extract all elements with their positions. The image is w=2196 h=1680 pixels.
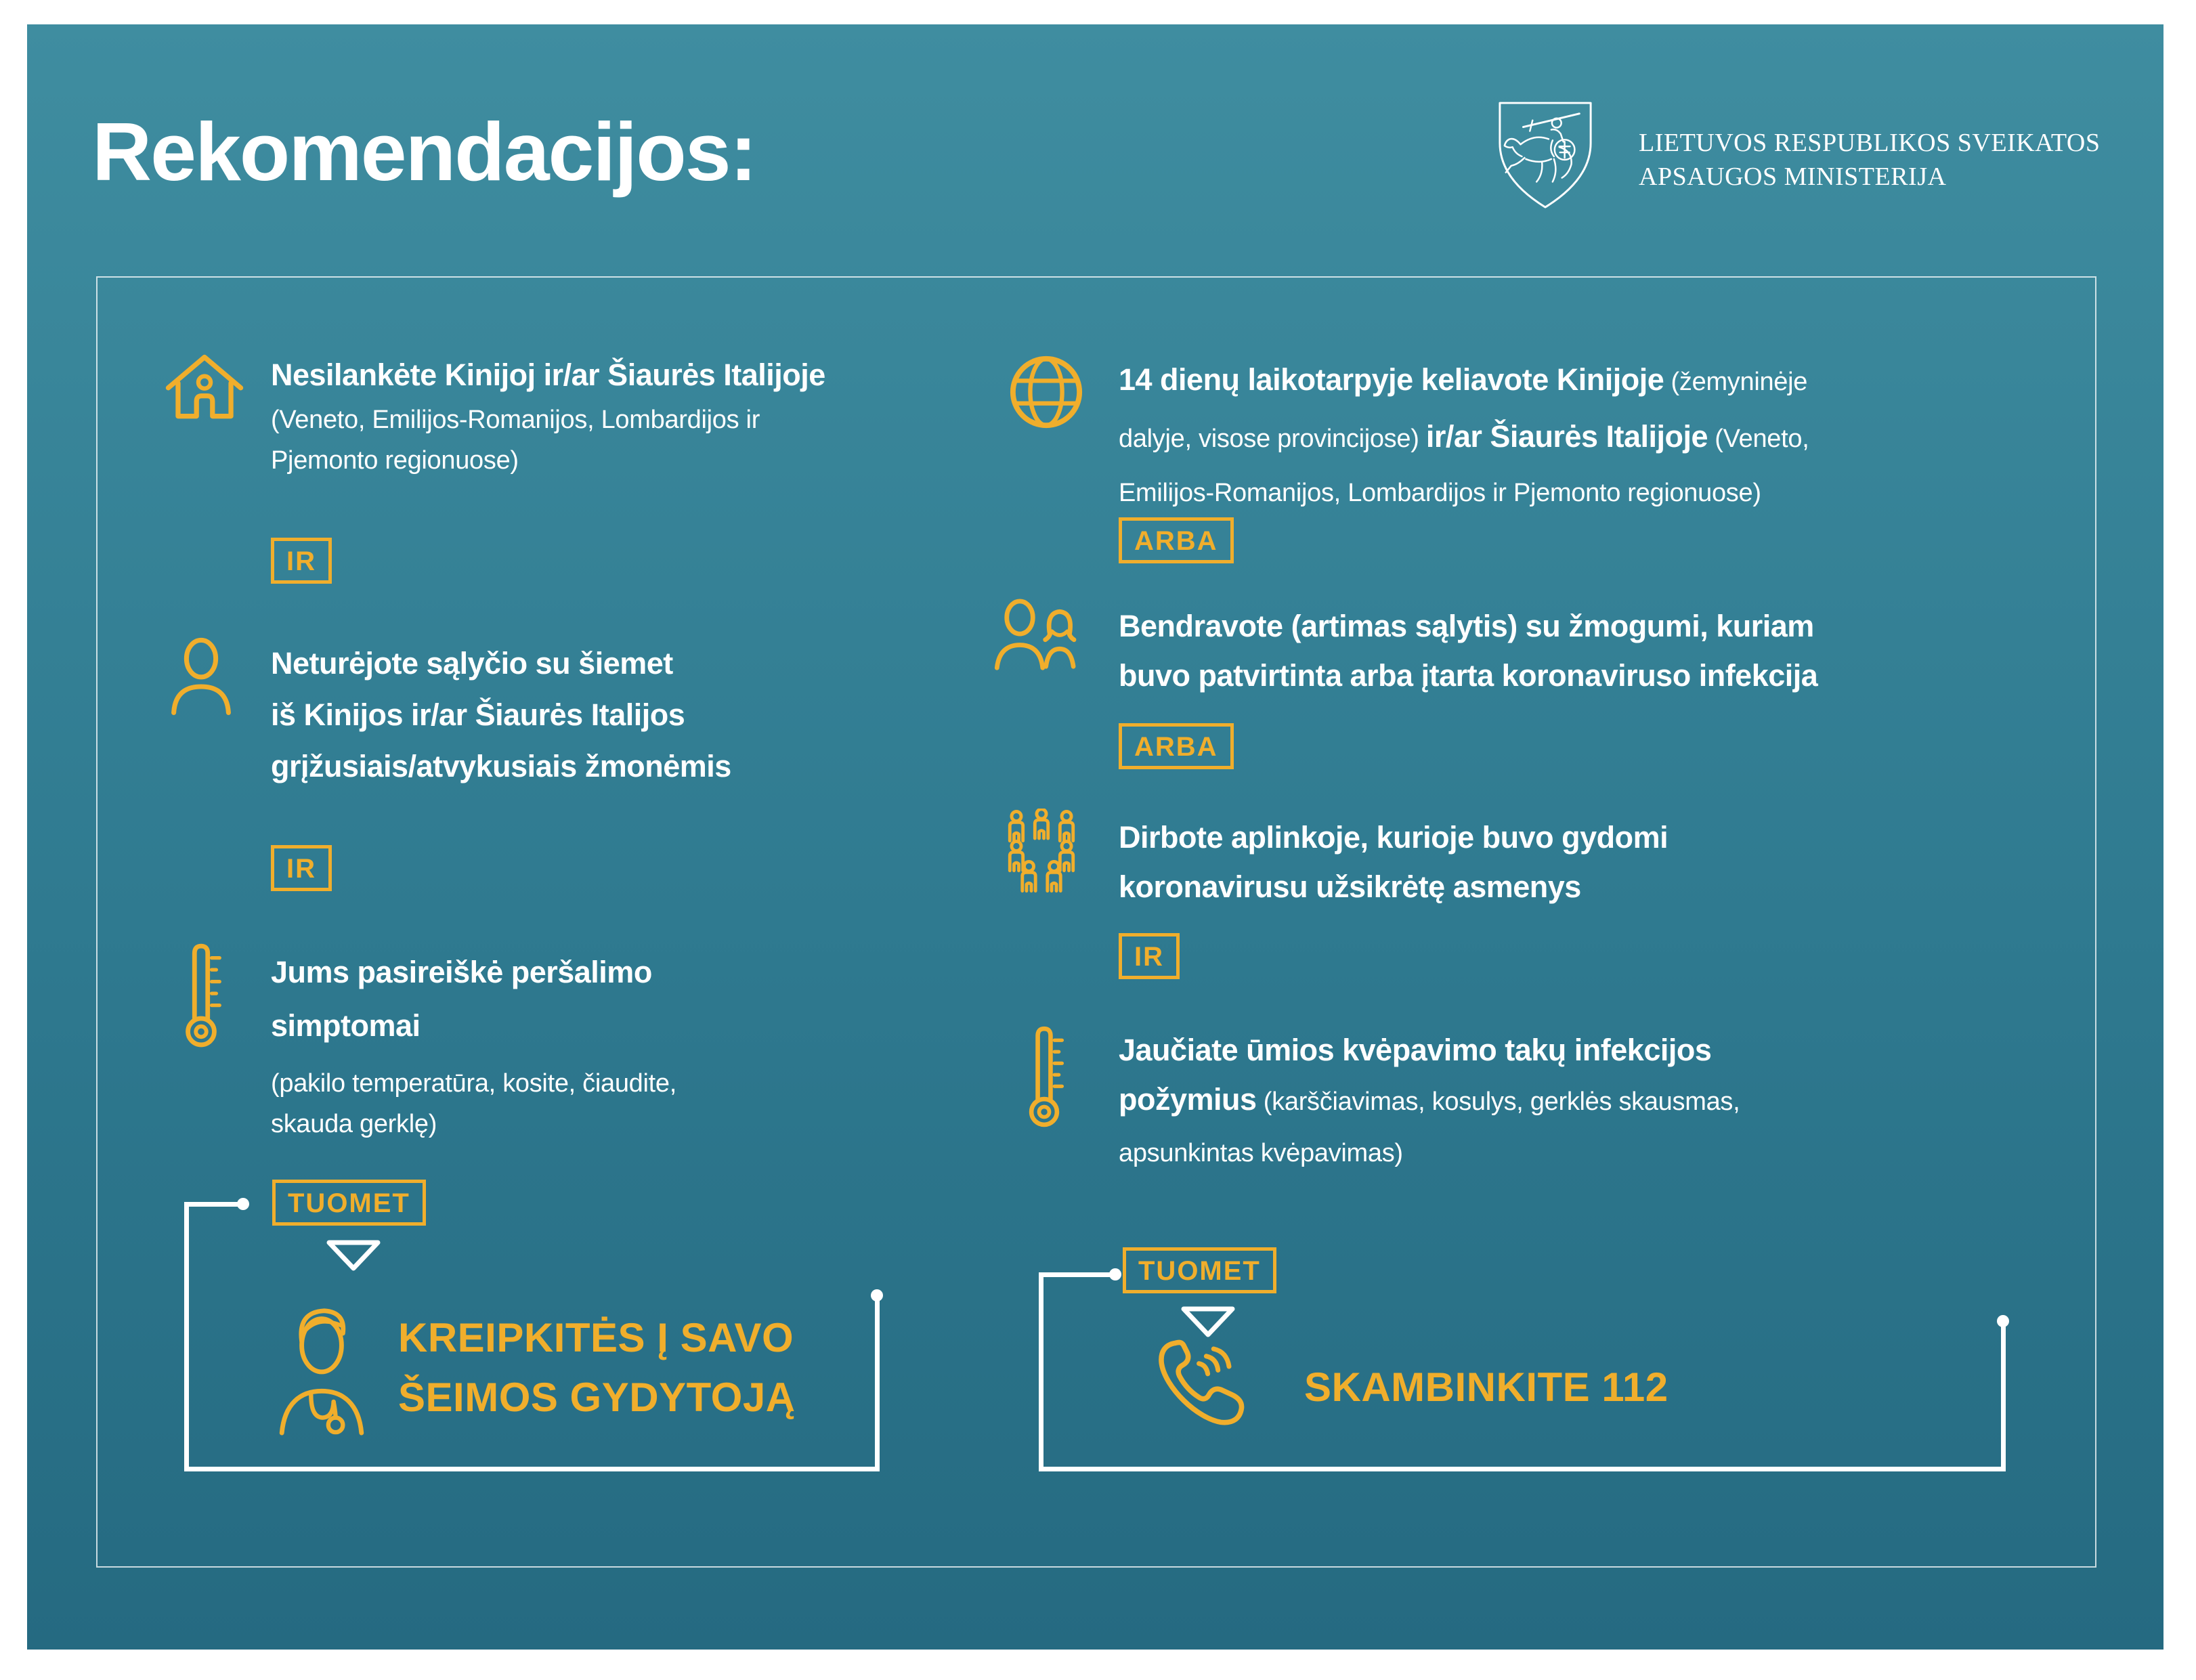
thermometer-icon (1021, 1021, 1067, 1134)
left-bracket-start-dot (237, 1198, 249, 1210)
right-item1-line3: Emilijos-Romanijos, Lombardijos ir Pjemonto regionuose) (1119, 479, 1761, 507)
right-item4-line3: apsunkintas kvėpavimas) (1119, 1139, 1403, 1167)
thermometer-icon (177, 939, 225, 1054)
left-item3-note1: (pakilo temperatūra, kosite, čiaudite, (271, 1069, 677, 1098)
right-item1-line1: 14 dienų laikotarpyje keliavote Kinijoje (žemyninėje (1119, 362, 1808, 397)
left-item2-line1: Neturėjote sąlyčio su šiemet (271, 646, 673, 681)
phone-icon (1151, 1331, 1254, 1437)
globe-icon (1008, 353, 1085, 431)
left-item2-line2: iš Kinijos ir/ar Šiaurės Italijos (271, 697, 685, 732)
right-item3-text (1119, 813, 1668, 911)
left-bracket-bottom (184, 1467, 880, 1471)
left-item3-line2: simptomai (271, 1008, 421, 1043)
or-badge-right-1: ARBA (1119, 517, 1234, 563)
left-item1-note2: Pjemonto regionuose) (271, 446, 519, 475)
right-item3-line2: koronavirusu užsikrėtę asmenys (1119, 869, 1581, 904)
left-action-line2: ŠEIMOS GYDYTOJĄ (398, 1375, 796, 1420)
left-action-line1: KREIPKITĖS Į SAVO (398, 1315, 794, 1360)
right-action-text: SKAMBINKITE 112 (1304, 1364, 1668, 1410)
two-persons-icon (994, 599, 1083, 672)
right-item4-line2: požymius (karščiavimas, kosulys, gerklės skausmas, (1119, 1082, 1740, 1117)
triangle-down-icon (324, 1238, 383, 1273)
right-item2-text (1119, 601, 1817, 700)
left-bracket-vertical-left (184, 1202, 189, 1471)
right-item2-line1: Bendravote (artimas sąlytis) su žmogumi, kuriam (1119, 609, 1814, 643)
or-badge-right-2: ARBA (1119, 723, 1234, 769)
right-item3-line1: Dirbote aplinkoje, kurioje buvo gydomi (1119, 820, 1668, 855)
right-item4-line1: Jaučiate ūmios kvėpavimo takų infekcijos (1119, 1033, 1712, 1067)
poster-canvas (27, 24, 2163, 1650)
left-item3-note2: skauda gerklę) (271, 1110, 437, 1138)
right-item4-text (1119, 1025, 1740, 1175)
house-icon (165, 351, 244, 423)
left-bracket-stub (184, 1202, 238, 1207)
right-bracket-start-dot (1109, 1268, 1121, 1280)
right-bracket-end-dot (1997, 1315, 2009, 1327)
and-badge-left-2: IR (271, 845, 332, 891)
left-item2-line3: grįžusiais/atvykusiais žmonėmis (271, 749, 731, 783)
left-item1-text (271, 355, 825, 481)
people-group-icon (999, 809, 1083, 899)
left-item3-line1: Jums pasireiškė peršalimo (271, 955, 652, 989)
right-bracket-vertical-left (1039, 1272, 1043, 1471)
left-bracket-vertical-right (875, 1300, 880, 1471)
left-item2-text (271, 638, 731, 792)
ministry-name-line1: LIETUVOS RESPUBLIKOS SVEIKATOS (1639, 129, 2101, 157)
right-item1-text (1119, 355, 1809, 523)
left-action-text (398, 1308, 796, 1427)
ministry-logo-block (1495, 100, 2100, 211)
right-item1-line2: dalyje, visose provincijose) ir/ar Šiaurės Italijoje (Veneto, (1119, 419, 1809, 454)
right-item2-line2: buvo patvirtinta arba įtarta koronaviruso infekcija (1119, 658, 1818, 693)
and-badge-left-1: IR (271, 538, 332, 584)
ministry-name (1639, 126, 2100, 211)
doctor-icon (268, 1303, 375, 1436)
then-badge-left: TUOMET (272, 1180, 426, 1226)
then-badge-right: TUOMET (1123, 1247, 1276, 1293)
and-badge-right: IR (1119, 933, 1180, 979)
left-item1-heading: Nesilankėte Kinijoj ir/ar Šiaurės Italijoje (271, 358, 825, 392)
right-bracket-bottom (1039, 1467, 2006, 1471)
page-title: Rekomendacijos: (92, 106, 756, 198)
person-icon (169, 635, 233, 716)
left-item1-note1: (Veneto, Emilijos-Romanijos, Lombardijos ir (271, 406, 760, 434)
ministry-name-line2: APSAUGOS MINISTERIJA (1639, 163, 1947, 191)
right-bracket-vertical-right (2001, 1326, 2006, 1471)
left-item3-text (271, 945, 676, 1144)
left-bracket-end-dot (871, 1289, 883, 1301)
vytis-coat-of-arms-icon (1495, 100, 1595, 211)
right-bracket-stub (1039, 1272, 1111, 1277)
